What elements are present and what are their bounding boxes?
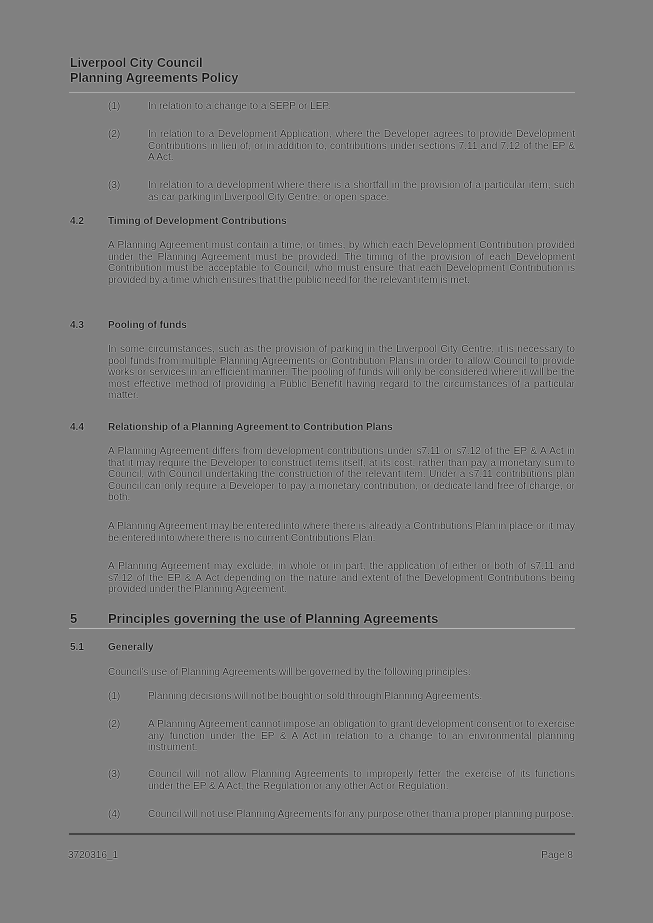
item-text: Council will not use Planning Agreements for any purpose other than a proper planning purpose.: [148, 809, 574, 820]
section-intro: Council's use of Planning Agreements will be governed by the following principles:: [108, 667, 471, 678]
item-text: In relation to a development where there is a shortfall in the provision of a particular item, such as car parking in Liverpool City Centre, or open space.: [148, 180, 575, 203]
item-number: (3): [108, 180, 121, 191]
section-title: Timing of Development Contributions: [108, 216, 287, 227]
item-text: Council will not allow Planning Agreements to improperly fetter the exercise of its functions under the EP & A Act, the Regulation or any other Act or Regulation.: [148, 769, 575, 792]
section-number: 5.1: [70, 642, 84, 653]
document-reference: 3720316_1: [68, 850, 119, 861]
chapter-title: Principles governing the use of Planning Agreements: [108, 611, 439, 626]
section-title: Relationship of a Planning Agreement to Contribution Plans: [108, 422, 393, 433]
item-number: (1): [108, 691, 121, 702]
item-number: (3): [108, 769, 121, 780]
header-divider: [69, 92, 575, 93]
item-text: Planning decisions will not be bought or sold through Planning Agreements.: [148, 691, 483, 702]
item-number: (2): [108, 129, 121, 140]
item-number: (1): [108, 101, 121, 112]
item-number: (2): [108, 719, 121, 730]
footer-divider: [69, 833, 575, 835]
section-number: 4.4: [70, 422, 84, 433]
section-number: 4.3: [70, 320, 84, 331]
section-body: A Planning Agreement may be entered into where there is already a Contributions Plan in place or it may be entered into where there is no current Contributions Plan.: [108, 521, 575, 544]
section-body: A Planning Agreement differs from development contributions under s7.11 or s7.12 of the EP & A Act in that it may require the Developer to construct items itself, at its cost, rather than pay a monetary sum to Council, with Council undertaking the construction of the relevant item. Under a s7.11 contributions plan Council can only require a Developer to pay a monetary contribution, or dedicate land free of charge, or both.: [108, 446, 575, 503]
item-text: In relation to a Development Application, where the Developer agrees to provide Development Contributions in lieu of, or in addition to, contributions under sections 7.11 and 7.12 of the EP & A Act.: [148, 129, 575, 163]
page-number: Page 8: [541, 850, 573, 861]
section-number: 4.2: [70, 216, 84, 227]
document-title: Planning Agreements Policy: [70, 71, 239, 85]
page-header: [70, 56, 238, 86]
chapter-divider: [69, 628, 575, 629]
item-text: A Planning Agreement cannot impose an obligation to grant development consent or to exercise any function under the EP & A Act in relation to a change to an environmental planning instrument.: [148, 719, 575, 753]
organisation-name: Liverpool City Council: [70, 56, 203, 70]
item-number: (4): [108, 809, 121, 820]
section-body: A Planning Agreement may exclude, in whole or in part, the application of either or both of s7.11 and s7.12 of the EP & A Act depending on the nature and extent of the Development Contributions being provided under the Planning Agreement.: [108, 561, 575, 595]
item-text: In relation to a change to a SEPP or LEP.: [148, 101, 331, 112]
chapter-number: 5: [70, 611, 78, 626]
section-title: Pooling of funds: [108, 320, 187, 331]
section-title: Generally: [108, 642, 154, 653]
section-body: A Planning Agreement must contain a time, or times, by which each Development Contribution provided under the Planning Agreement must be provided. The timing of the provision of each Development Contribution must be acceptable to Council, who must ensure that each Development Contribution is provided by a time which ensures that the public need for the relevant item is met.: [108, 240, 575, 286]
section-body: In some circumstances, such as the provision of parking in the Liverpool City Centre, it is necessary to pool funds from multiple Planning Agreements or Contribution Plans in order to allow Council to provide works or services in an efficient manner. The pooling of funds will only be considered where it will be the most effective method of providing a Public Benefit having regard to the circumstances of a particular matter.: [108, 344, 575, 401]
